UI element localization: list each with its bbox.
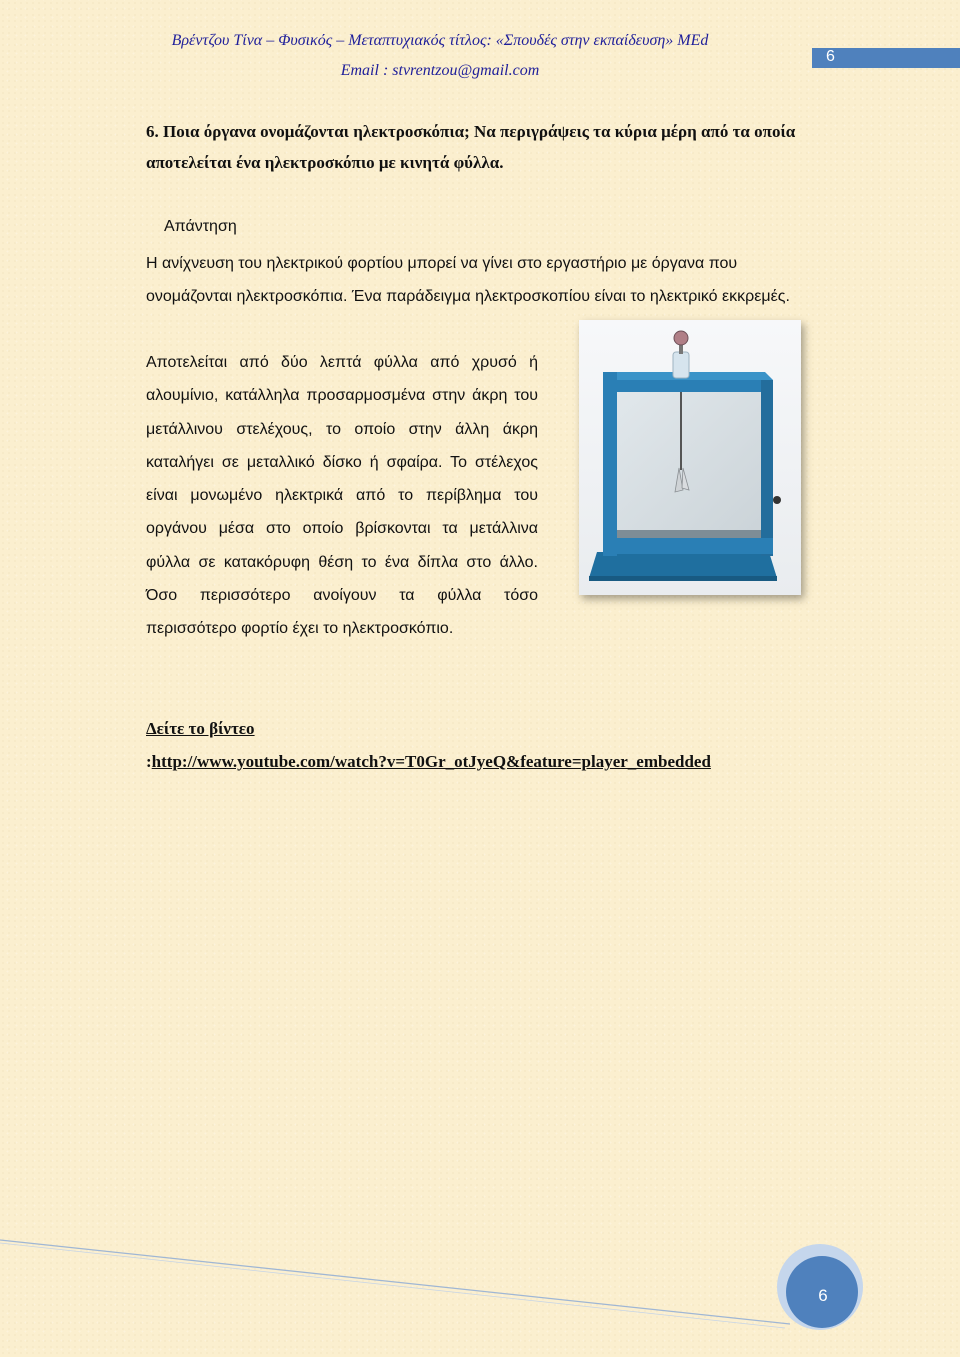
- page-number-top: 6: [826, 48, 835, 65]
- video-link-prefix: :: [146, 752, 152, 771]
- header-email: Email : stvrentzou@gmail.com: [340, 62, 540, 79]
- answer-title: Απάντηση: [164, 218, 237, 235]
- answer-body: Αποτελείται από δύο λεπτά φύλλα από χρυσό ή αλουμίνιο, κατάλληλα προσαρμοσμένα στην άκρη του μετάλλινου στελέχους, το οποίο στην άλλη άκρη καταλήγει σε μεταλλικό δίσκο ή σφαίρα. Το στέλεχος είναι μονωμένο ηλεκτρικά από το περίβλημα του οργάνου μέσα στο οποίο βρίσκονται τα μετάλλινα φύλλα σε κατακόρυφη θέση το ένα δίπλα στο άλλο. Όσο περισσότερο ανοίγουν τα φύλλα τόσο περισσότερο φορτίο έχει το ηλεκτροσκόπιο.: [146, 354, 538, 638]
- video-url-link[interactable]: http://www.youtube.com/watch?v=T0Gr_otJyeQ&feature=player_embedded: [151, 752, 711, 771]
- electroscope-illustration: [579, 320, 801, 595]
- video-title: Δείτε το βίντεο: [146, 719, 255, 738]
- answer-intro: Η ανίχνευση του ηλεκτρικού φορτίου μπορεί να γίνει στο εργαστήριο με όργανα που ονομάζονται ηλεκτροσκόπια. Ένα παράδειγμα ηλεκτροσκοπίου είναι το ηλεκτρικό εκκρεμές.: [146, 255, 790, 305]
- video-link-line: [146, 752, 711, 772]
- question-text: 6. Ποια όργανα ονομάζονται ηλεκτροσκόπια; Να περιγράψεις τα κύρια μέρη από τα οποία αποτελείται ένα ηλεκτροσκόπιο με κινητά φύλλα.: [146, 122, 796, 172]
- electroscope-photo: [579, 320, 801, 595]
- page-number-bottom: 6: [818, 1286, 828, 1305]
- header-author: Βρέντζου Τίνα – Φυσικός – Μεταπτυχιακός τίτλος: «Σπουδές στην εκπαίδευση» MEd: [171, 32, 709, 49]
